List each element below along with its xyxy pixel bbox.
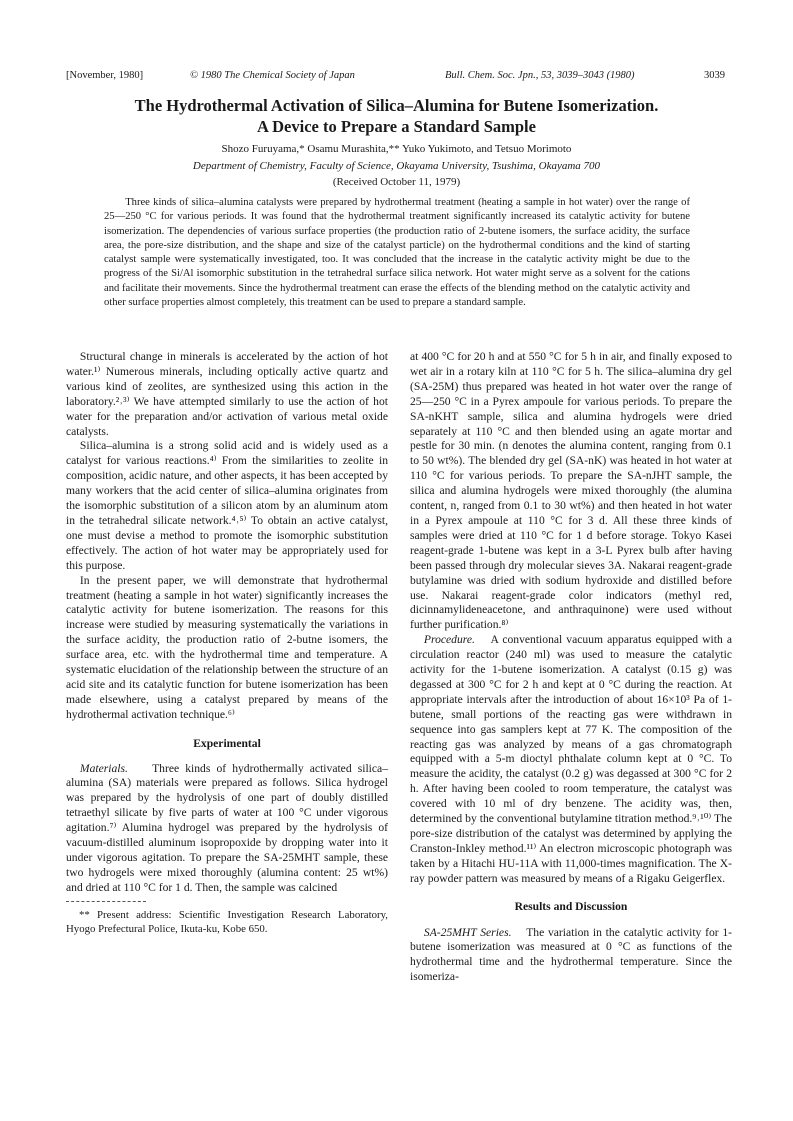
materials-run-in-heading: Materials. <box>79 761 128 775</box>
section-heading-results: Results and Discussion <box>514 899 628 913</box>
author-list: Shozo Furuyama,* Osamu Murashita,** Yuko Yukimoto, and Tetsuo Morimoto <box>221 143 572 155</box>
header-copyright: © 1980 The Chemical Society of Japan <box>190 70 355 81</box>
procedure-paragraph <box>410 633 732 886</box>
paper-title-line-2: A Device to Prepare a Standard Sample <box>257 117 536 136</box>
series-paragraph <box>410 926 732 986</box>
header-date: [November, 1980] <box>66 70 144 81</box>
procedure-run-in-heading: Procedure. <box>423 633 475 647</box>
footnote: ** Present address: Scientific Investigation Research Laboratory, Hyogo Prefectural Police, Ikuta-ku, Kobe 650. <box>66 908 388 935</box>
abstract: Three kinds of silica–alumina catalysts were prepared by hydrothermal treatment (heating a sample in hot water) over the range of 25—250 °C for various periods. It was found that the hydrothermal treatment significantly increased its catalytic activity for butene isomerization. The dependencies of various surface properties (the production ratio of 2-butene isomers, the surface acidity, the surface area, the pore-size distribution, and the shape and size of the catalyst particle) on the hydrothermal conditions and the kind of starting catalyst sample were systematically investigated, too. It was concluded that the increase in the catalytic activity might be due to the progress of the Si/Al isomorphic substitution in the tetrahedral surface silica network. Hot water might serve as a solvent for the cations and facilitate their movements. Since the hydrothermal treatment can erase the effects of the blending method on the catalytic activity and other surface properties almost completely, this treatment can be used to prepare a standard sample. <box>104 197 690 309</box>
left-column <box>66 350 388 936</box>
intro-paragraph-3: In the present paper, we will demonstrate that hydrothermal treatment (heating a sample in hot water) significantly increases the catalytic activity for butene isomerization. The reasons for this increase were studied by measuring systematically the variations in the surface acidity, the production ratio of 2-butne isomers, the surface area, etc. with the hydrothermal time and temperature. A systematic elucidation of the relationship between the structure of an acid site and its catalytic function for butene isomerization has been made elsewhere, using a catalyst prepared by means of the hydrothermal activation technique.⁶⁾ <box>66 573 388 721</box>
series-text: The variation in the catalytic activity for 1-butene isomerization was measured at 0 °C as functions of the hydrothermal time and the hydrothermal temperature. Since the isomeriza- <box>410 925 732 984</box>
header-page-number: 3039 <box>704 70 725 81</box>
affiliation: Department of Chemistry, Faculty of Science, Okayama University, Tsushima, Okayama 700 <box>192 160 601 172</box>
right-column <box>410 350 732 985</box>
footnote-rule <box>66 901 146 902</box>
received-date: (Received October 11, 1979) <box>332 176 461 188</box>
series-run-in-heading: SA-25MHT Series. <box>423 925 512 939</box>
materials-text: Three kinds of hydrothermally activated silica–alumina (SA) materials were prepared as follows. Silica hydrogel was prepared by the hydrolysis of one part of doubly distilled tetraethyl silicate by five parts of water at 100 °C under vigorous agitation.⁷⁾ Alumina hydrogel was prepared by the hydrolysis of vacuum-distilled aluminum isopropoxide by dropping water into it under vigorous agitation. To prepare the SA-25MHT sample, these two hydrogels were mixed thoroughly (alumina content: 25 wt%) and dried at 110 °C for 1 d. Then, the sample was calcined <box>66 761 388 894</box>
procedure-text: A conventional vacuum apparatus equipped with a circulation reactor (240 ml) was used to measure the catalytic activity for the 1-butene isomerization. A catalyst (0.15 g) was degassed at 300 °C for 2 h and kept at 0 °C during the reaction. At appropriate intervals after the introduction of about 16×10³ Pa of 1-butene, small portions of the reacting gas were withdrawn in sequence into gas samplers kept at 77 K. The composition of the reacting gas was analyzed by means of a gas chromatograph equipped with a 5-m dioctyl phthalate column kept at 0 °C. To measure the acidity, the catalyst (0.2 g) was degassed at 300 °C for 2 h. After having been cooled to room temperature, the catalyst was covered with 10 ml of dry benzene. The acidity was, then, determined by the conventional butylamine titration method.⁹˒¹⁰⁾ The pore-size distribution of the catalyst was determined by applying the Cranston-Inkley method.¹¹⁾ An electron microscopic photograph was taken by a Hitachi HU-11A with 11,000-times magnification. The X-ray powder pattern was measured by means of a Rigaku Geigerflex. <box>410 633 732 885</box>
header-journal: Bull. Chem. Soc. Jpn., 53, 3039–3043 (1980) <box>445 70 635 81</box>
intro-paragraph-1: Structural change in minerals is accelerated by the action of hot water.¹⁾ Numerous minerals, including optically active quartz and various kind of zeolites, are synthesized using this action in the laboratory.²˒³⁾ We have attempted similarly to use the action of hot water for the preparation and/or activation of various metal oxide catalysts. <box>66 350 388 438</box>
materials-continued-paragraph: at 400 °C for 20 h and at 550 °C for 5 h in air, and finally exposed to wet air in a rotary kiln at 110 °C for 5 h. The silica–alumina dry gel (SA-25M) thus prepared was heated in hot water over the range of 25—250 °C in a Pyrex ampoule for various periods. To prepare the SA-nKHT sample, silica and alumina hydrogels were dried separately at 110 °C and then blended using an agate mortar and pestle for 30 min. (n denotes the alumina content, ranging from 0.1 to 50 wt%). The blended dry gel (SA-nK) was heated in hot water at 110 °C for various periods. To prepare the SA-nJHT sample, the silica and alumina hydrogels were mixed thoroughly (the alumina content, n, ranged from 0.1 to 30 wt%) and then heated in hot water in a Pyrex ampoule at 110 °C for 3 d. All these three kinds of samples were dried at 110 °C for 1 d before storage. Tokyo Kasei reagent-grade 1-butene was kept in a 3-L Pyrex bulb after having been passed through dry molecular sieves 3A. Nakarai reagent-grade butylamine was dried with sodium hydroxide and distilled before use. Nakarai reagent-grade color indicators (methyl red, dicinnamylideneacetone, and anthraquinone) were used without further purification.⁸⁾ <box>410 350 732 632</box>
intro-paragraph-2: Silica–alumina is a strong solid acid and is widely used as a catalyst for various reactions.⁴⁾ From the similarities to zeolite in composition, acidic nature, and other aspects, it has been accepted by many workers that the acid center of silica–alumina originates from the isomorphic substitution of a silicon atom by an aluminum atom in the tetrahedral silicate network.⁴˒⁵⁾ To obtain an active catalyst, one must devise a method to promote the isomorphic substitution effectively. The action of hot water may be appropriately used for this purpose. <box>66 439 388 572</box>
section-heading-experimental: Experimental <box>193 736 261 750</box>
materials-paragraph <box>66 762 388 896</box>
paper-title-line-1: The Hydrothermal Activation of Silica–Alumina for Butene Isomerization. <box>134 96 659 115</box>
